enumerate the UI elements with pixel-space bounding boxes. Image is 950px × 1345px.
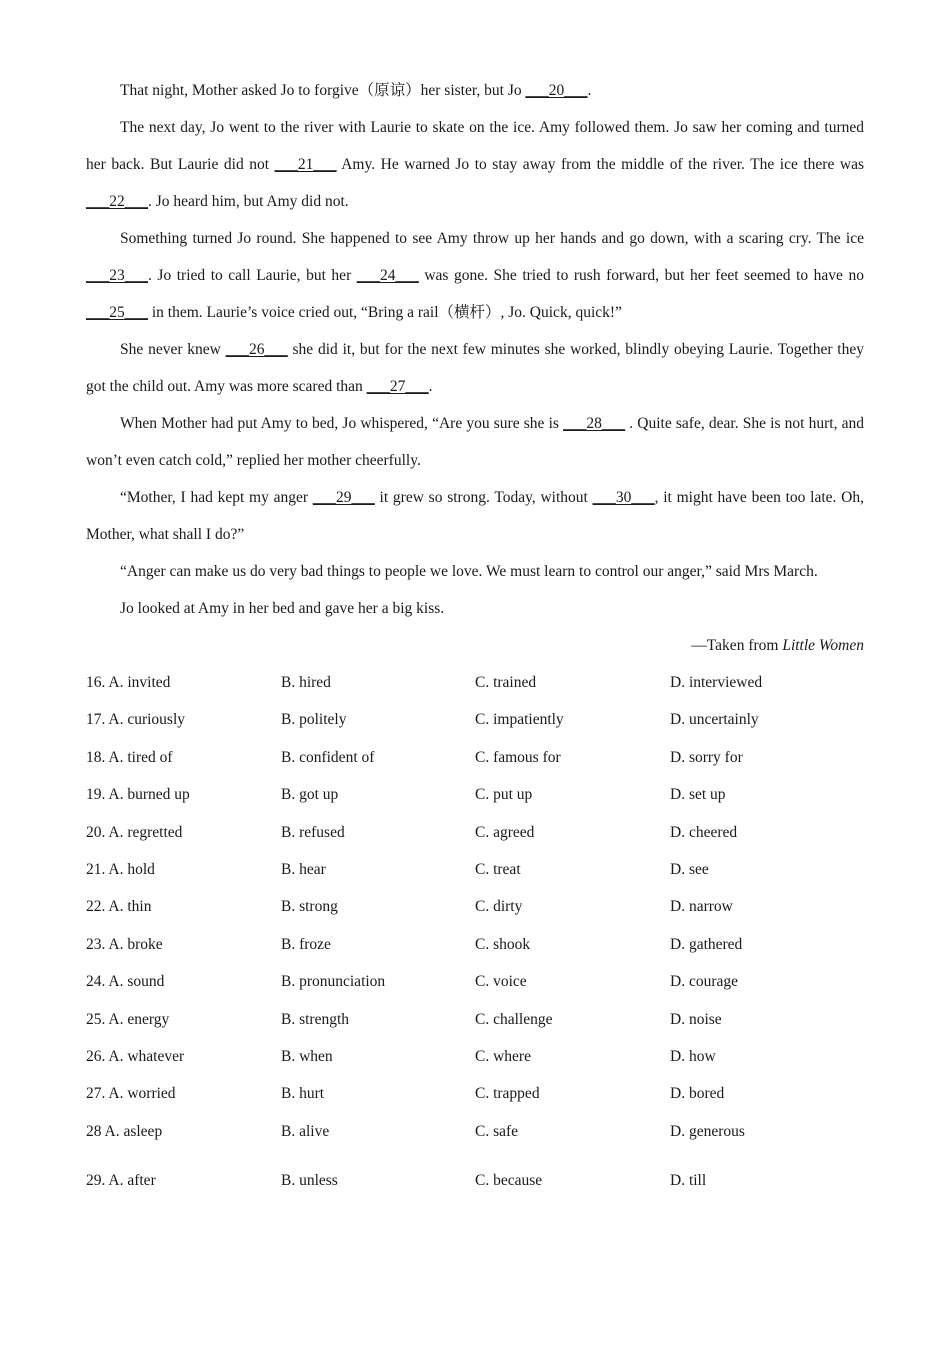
option-row <box>86 776 864 813</box>
option-row <box>86 1075 864 1112</box>
option-row <box>86 664 864 701</box>
option-row <box>86 1162 864 1199</box>
paragraph-text: was gone. She tried to rush forward, but her feet seemed to have no <box>418 267 864 284</box>
option-b: B. politely <box>281 711 347 729</box>
paragraph-text: , it might have been too late. Oh, Mother, what shall I do?” <box>86 489 864 543</box>
option-c: C. put up <box>475 786 533 804</box>
option-b: B. got up <box>281 786 339 804</box>
paragraph-text: Amy. He warned Jo to stay away from the middle of the river. The ice there was <box>336 156 864 173</box>
option-d: D. set up <box>670 786 726 804</box>
paragraph-text: . <box>587 82 592 99</box>
option-c: C. trapped <box>475 1085 540 1103</box>
blank-30: ___30___ <box>592 489 655 506</box>
paragraph-text: . Jo tried to call Laurie, but her <box>148 267 357 284</box>
option-d: D. interviewed <box>670 674 763 691</box>
option-row <box>86 1113 864 1150</box>
option-b: B. hired <box>281 674 331 691</box>
option-a: 18. A. tired of <box>86 748 173 766</box>
option-d: D. gathered <box>670 935 743 953</box>
blank-27: ___27___ <box>366 378 429 395</box>
option-a: 29. A. after <box>86 1172 156 1190</box>
option-a: 27. A. worried <box>86 1085 176 1103</box>
option-row <box>86 814 864 851</box>
option-a: 21. A. hold <box>86 860 155 878</box>
answer-options <box>86 664 864 1199</box>
option-c: C. agreed <box>475 823 535 841</box>
paragraph-4 <box>86 331 864 405</box>
option-row <box>86 1038 864 1075</box>
blank-28: ___28___ <box>563 415 626 432</box>
option-b: B. strong <box>281 898 338 916</box>
paragraph-text: “Mother, I had kept my anger <box>120 489 313 506</box>
source-attribution <box>86 627 864 664</box>
option-b: B. refused <box>281 823 345 841</box>
option-c: C. impatiently <box>475 711 564 729</box>
paragraph-text: Jo looked at Amy in her bed and gave her a big kiss. <box>120 600 445 617</box>
option-a: 20. A. regretted <box>86 823 183 841</box>
option-d: D. bored <box>670 1085 725 1103</box>
blank-25: ___25___ <box>86 304 148 321</box>
paragraph-text: Something turned Jo round. She happened to see Amy throw up her hands and go down, with a scaring cry. The ice <box>120 230 864 247</box>
option-d: D. sorry for <box>670 748 743 766</box>
option-row <box>86 963 864 1000</box>
paragraph-text: it grew so strong. Today, without <box>374 489 593 506</box>
option-a: 25. A. energy <box>86 1010 170 1028</box>
option-c: C. treat <box>475 860 521 878</box>
paragraph-6 <box>86 479 864 553</box>
option-a: 24. A. sound <box>86 973 165 991</box>
option-b: B. unless <box>281 1172 338 1190</box>
option-row <box>86 701 864 738</box>
paragraph-text: . <box>428 378 433 395</box>
paragraph-text: . Quite safe, dear. She is not hurt, and won’t even catch cold,” replied her mother cheerfully. <box>86 415 864 469</box>
option-b: B. pronunciation <box>281 973 386 991</box>
option-row <box>86 888 864 925</box>
blank-23: ___23___ <box>86 267 148 284</box>
option-row <box>86 739 864 776</box>
option-d: D. till <box>670 1172 707 1190</box>
option-b: B. hurt <box>281 1085 325 1103</box>
option-row <box>86 851 864 888</box>
option-b: B. hear <box>281 860 326 878</box>
paragraph-text: That night, Mother asked Jo to forgive（原谅）her sister, but Jo <box>120 82 526 99</box>
option-c: C. dirty <box>475 898 523 916</box>
paragraph-text: When Mother had put Amy to bed, Jo whispered, “Are you sure she is <box>120 415 564 432</box>
option-row <box>86 926 864 963</box>
paragraph-text: in them. Laurie’s voice cried out, “Bring a rail（横杆）, Jo. Quick, quick!” <box>148 304 622 321</box>
option-d: D. cheered <box>670 823 738 841</box>
option-b: B. froze <box>281 935 331 953</box>
option-d: D. courage <box>670 973 738 991</box>
option-row <box>86 1001 864 1038</box>
paragraph-5 <box>86 405 864 479</box>
option-d: D. see <box>670 860 709 878</box>
option-a: 22. A. thin <box>86 898 152 916</box>
option-d: D. noise <box>670 1010 722 1028</box>
blank-29: ___29___ <box>312 489 375 506</box>
option-a: 17. A. curiously <box>86 711 186 729</box>
blank-22: ___22___ <box>86 193 148 210</box>
option-c: C. challenge <box>475 1010 553 1028</box>
option-d: D. how <box>670 1047 716 1065</box>
option-c: C. safe <box>475 1122 519 1140</box>
option-b: B. when <box>281 1047 333 1065</box>
paragraph-1 <box>86 72 864 109</box>
blank-26: ___26___ <box>225 341 288 358</box>
option-b: B. confident of <box>281 748 375 766</box>
option-d: D. generous <box>670 1122 745 1140</box>
option-c: C. where <box>475 1047 531 1065</box>
option-c: C. because <box>475 1172 543 1190</box>
paragraph-8 <box>86 590 864 627</box>
paragraph-text: . Jo heard him, but Amy did not. <box>148 193 349 210</box>
option-c: C. voice <box>475 973 527 991</box>
paragraph-text: “Anger can make us do very bad things to people we love. We must learn to control our anger,” said Mrs March. <box>120 563 818 580</box>
option-c: C. famous for <box>475 748 561 766</box>
option-b: B. alive <box>281 1122 330 1140</box>
paragraph-7 <box>86 553 864 590</box>
source-title: Little Women <box>782 637 864 654</box>
paragraph-3 <box>86 220 864 331</box>
option-d: D. narrow <box>670 898 733 916</box>
option-a: 28 A. asleep <box>86 1122 163 1140</box>
blank-20: ___20___ <box>525 82 588 99</box>
blank-21: ___21___ <box>274 156 337 173</box>
option-a: 26. A. whatever <box>86 1047 185 1065</box>
option-b: B. strength <box>281 1010 350 1028</box>
option-a: 19. A. burned up <box>86 786 190 804</box>
option-d: D. uncertainly <box>670 711 759 729</box>
paragraph-text: She never knew <box>120 341 226 358</box>
document-page <box>86 72 864 1199</box>
blank-24: ___24___ <box>356 267 419 284</box>
paragraph-2 <box>86 109 864 220</box>
source-prefix: —Taken from <box>691 637 783 654</box>
paragraph-text: she did it, but for the next few minutes she worked, blindly obeying Laurie. Together they got the child out. Amy was more scared than <box>86 341 864 395</box>
paragraph-text: The next day, Jo went to the river with Laurie to skate on the ice. Amy followed them. Jo saw her coming and turned her back. But Laurie did not <box>86 119 864 173</box>
option-a: 16. A. invited <box>86 674 171 691</box>
option-c: C. trained <box>475 674 537 691</box>
option-a: 23. A. broke <box>86 935 163 953</box>
option-c: C. shook <box>475 935 531 953</box>
